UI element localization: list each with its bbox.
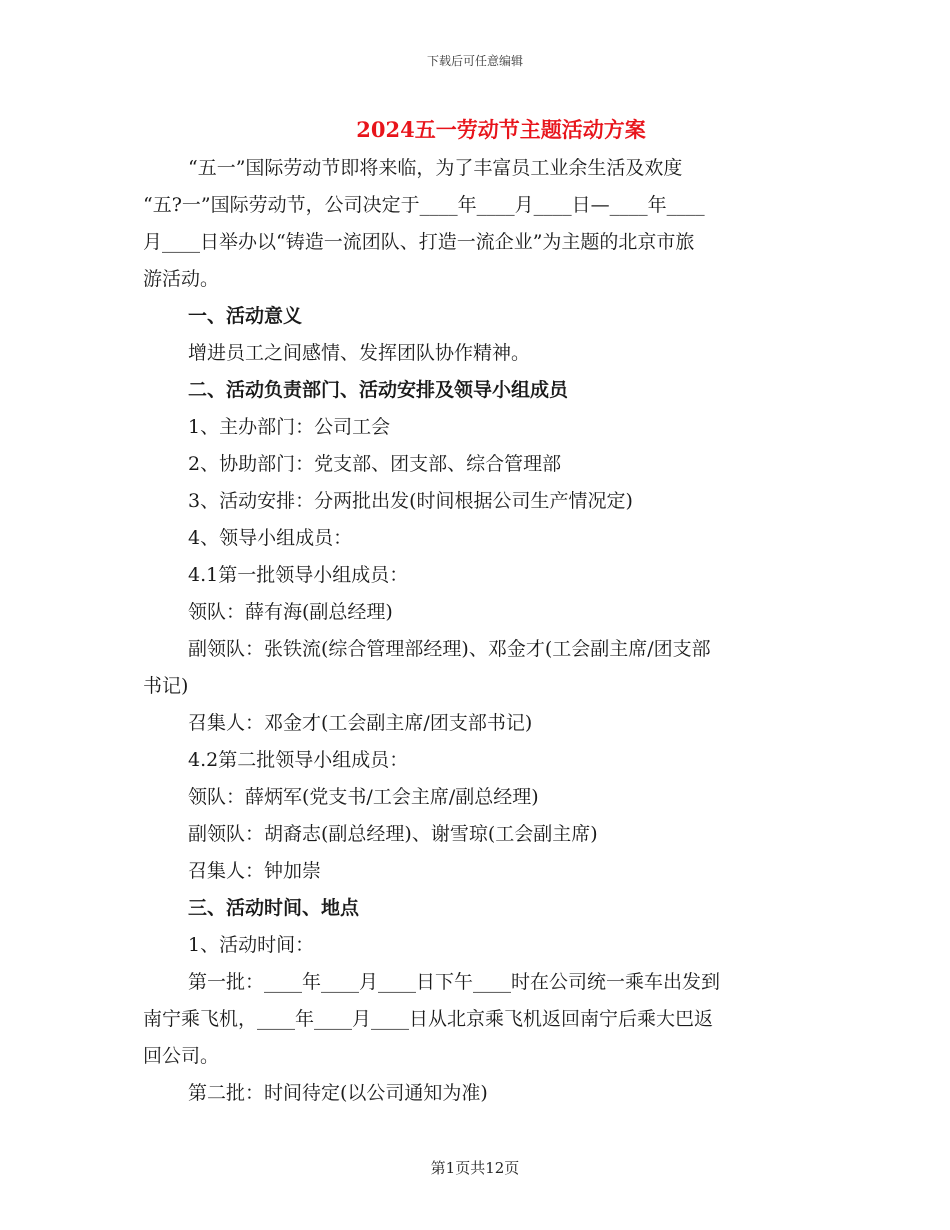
member-line: 领队：薛有海(副总经理) [188, 601, 393, 623]
member-line: 副领队：张铁流(综合管理部经理)、邓金才(工会副主席/团支部 [188, 638, 711, 660]
list-item: 3、活动安排：分两批出发(时间根据公司生产情况定) [188, 490, 633, 512]
member-line: 领队：薛炳军(党支书/工会主席/副总经理) [188, 786, 539, 808]
member-line: 召集人：邓金才(工会副主席/团支部书记) [188, 712, 533, 734]
intro-line: “五一”国际劳动节即将来临，为了丰富员工业余生活及欢度 [188, 157, 683, 179]
paragraph: 增进员工之间感情、发挥团队协作精神。 [188, 342, 531, 364]
member-line: 召集人：钟加崇 [188, 860, 322, 882]
page-number: 第1页共12页 [430, 1159, 520, 1177]
subsection-heading: 4.2第二批领导小组成员： [188, 749, 409, 771]
intro-line: 月____日举办以“铸造一流团队、打造一流企业”为主题的北京市旅 [143, 231, 695, 253]
schedule-line: 第一批：____年____月____日下午____时在公司统一乘车出发到 [188, 971, 721, 993]
document-body [143, 150, 803, 1112]
member-line: 书记) [143, 675, 189, 697]
subsection-heading: 4.1第一批领导小组成员： [188, 564, 409, 586]
list-item: 4、领导小组成员： [188, 527, 353, 549]
header-note: 下载后可任意编辑 [426, 54, 523, 68]
member-line: 副领队：胡裔志(副总经理)、谢雪琼(工会副主席) [188, 823, 598, 845]
list-item: 1、主办部门：公司工会 [188, 416, 391, 438]
schedule-line: 回公司。 [143, 1045, 220, 1067]
section-heading: 一、活动意义 [188, 305, 303, 327]
schedule-line: 第二批：时间待定(以公司通知为准) [188, 1082, 488, 1104]
section-heading: 三、活动时间、地点 [188, 897, 360, 919]
section-heading: 二、活动负责部门、活动安排及领导小组成员 [188, 379, 569, 401]
schedule-line: 南宁乘飞机，____年____月____日从北京乘飞机返回南宁后乘大巴返 [143, 1008, 714, 1030]
list-item: 2、协助部门：党支部、团支部、综合管理部 [188, 453, 562, 475]
intro-line: 游活动。 [143, 268, 220, 290]
intro-line: “五?一”国际劳动节，公司决定于____年____月____日—____年____ [143, 194, 705, 216]
list-item: 1、活动时间： [188, 934, 315, 956]
document-title: 2024五一劳动节主题活动方案 [356, 117, 646, 142]
